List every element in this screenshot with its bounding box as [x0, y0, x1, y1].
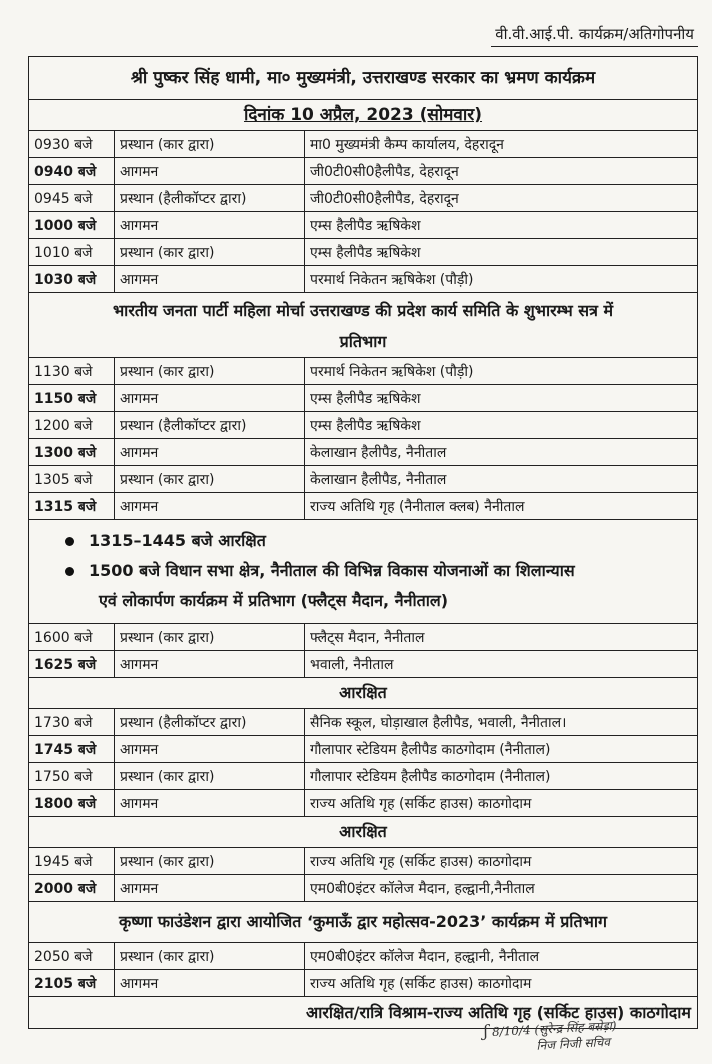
row-time: 1010 बजे	[29, 239, 115, 265]
row-action: आगमन	[115, 158, 305, 184]
row-time: 1945 बजे	[29, 848, 115, 874]
row-time: 1200 बजे	[29, 412, 115, 438]
schedule-row	[29, 439, 697, 466]
row-place: एम्स हैलीपैड ऋषिकेश	[310, 390, 421, 407]
row-action: आगमन	[115, 875, 305, 901]
schedule-row	[29, 736, 697, 763]
row-time: 1745 बजे	[29, 736, 115, 762]
schedule-block-3	[29, 624, 697, 678]
row-place: जी0टी0सी0हैलीपैड, देहरादून	[310, 190, 459, 207]
schedule-row	[29, 763, 697, 790]
row-place: राज्य अतिथि गृह (सर्किट हाउस) काठगोदाम	[310, 853, 532, 870]
reserved-heading-1: आरक्षित	[29, 678, 697, 709]
row-action: आगमन	[115, 266, 305, 292]
row-place: राज्य अतिथि गृह (सर्किट हाउस) काठगोदाम	[310, 795, 532, 812]
row-time: 0930 बजे	[29, 131, 115, 157]
row-action: प्रस्थान (हैलीकॉप्टर द्वारा)	[115, 185, 305, 211]
row-place: एम्स हैलीपैड ऋषिकेश	[310, 217, 421, 234]
row-time: 1750 बजे	[29, 763, 115, 789]
row-action: प्रस्थान (कार द्वारा)	[115, 943, 305, 969]
row-action: प्रस्थान (कार द्वारा)	[115, 624, 305, 650]
row-place: परमार्थ निकेतन ऋषिकेश (पौड़ी)	[310, 271, 474, 288]
row-place: एम0बी0इंटर कॉलेज मैदान, हल्द्वानी,नैनीताल	[310, 880, 535, 897]
schedule-row	[29, 651, 697, 678]
row-place: मा0 मुख्यमंत्री कैम्प कार्यालय, देहरादून	[310, 136, 504, 153]
schedule-row	[29, 709, 697, 736]
schedule-row	[29, 212, 697, 239]
schedule-row	[29, 970, 697, 997]
schedule-row	[29, 385, 697, 412]
schedule-block-6	[29, 943, 697, 997]
schedule-row	[29, 185, 697, 212]
row-time: 1800 बजे	[29, 790, 115, 816]
row-action: आगमन	[115, 970, 305, 996]
classification-label: वी.वी.आई.पी. कार्यक्रम/अतिगोपनीय	[491, 22, 698, 47]
document-date: दिनांक 10 अप्रैल, 2023 (सोमवार)	[29, 100, 697, 131]
schedule-block-5	[29, 848, 697, 902]
initials-mark: ʃ	[483, 1021, 489, 1041]
row-action: आगमन	[115, 651, 305, 677]
signature-name: 8/10/4 (सुरेन्द्र सिंह बसेड़ा)	[491, 1018, 617, 1040]
signature-line2: निज निजी सचिव	[536, 1034, 611, 1053]
row-action: आगमन	[115, 212, 305, 238]
row-time: 1150 बजे	[29, 385, 115, 411]
row-place: राज्य अतिथि गृह (सर्किट हाउस) काठगोदाम	[310, 975, 532, 992]
schedule-row	[29, 412, 697, 439]
row-time: 1130 बजे	[29, 358, 115, 384]
section-heading-line2: प्रतिभाग	[339, 332, 387, 351]
row-place: एम0बी0इंटर कॉलेज मैदान, हल्द्वानी, नैनीताल	[310, 948, 540, 965]
schedule-block-2	[29, 358, 697, 520]
row-action: प्रस्थान (कार द्वारा)	[115, 848, 305, 874]
schedule-block-1	[29, 131, 697, 293]
row-action: प्रस्थान (कार द्वारा)	[115, 358, 305, 384]
bullet-list	[29, 520, 697, 624]
row-action: प्रस्थान (कार द्वारा)	[115, 466, 305, 492]
schedule-row	[29, 466, 697, 493]
row-place: फ्लैट्स मैदान, नैनीताल	[310, 629, 425, 646]
schedule-row	[29, 239, 697, 266]
row-action: आगमन	[115, 493, 305, 519]
row-place: जी0टी0सी0हैलीपैड, देहरादून	[310, 163, 459, 180]
bullet-item-program-cont: एवं लोकार्पण कार्यक्रम में प्रतिभाग (फ्लैट्स मैदान, नैनीताल)	[99, 591, 449, 610]
row-action: आगमन	[115, 385, 305, 411]
schedule-table	[28, 56, 698, 1029]
reserved-heading-2: आरक्षित	[29, 817, 697, 848]
schedule-row	[29, 790, 697, 817]
document-title: श्री पुष्कर सिंह धामी, मा० मुख्यमंत्री, उत्तराखण्ड सरकार का भ्रमण कार्यक्रम	[29, 57, 697, 100]
row-time: 2000 बजे	[29, 875, 115, 901]
row-place: केलाखान हैलीपैड, नैनीताल	[310, 444, 447, 461]
row-place: एम्स हैलीपैड ऋषिकेश	[310, 417, 421, 434]
row-action: प्रस्थान (कार द्वारा)	[115, 763, 305, 789]
row-time: 1600 बजे	[29, 624, 115, 650]
schedule-row	[29, 266, 697, 293]
signature	[483, 1017, 618, 1057]
row-time: 0940 बजे	[29, 158, 115, 184]
section-heading-festival: कृष्णा फाउंडेशन द्वारा आयोजित ‘कुमाऊँ द्वार महोत्सव-2023’ कार्यक्रम में प्रतिभाग	[29, 902, 697, 943]
bullet-item-program: 1500 बजे विधान सभा क्षेत्र, नैनीताल की विभिन्न विकास योजनाओं का शिलान्यास	[89, 556, 697, 586]
row-place: भवाली, नैनीताल	[310, 656, 394, 673]
row-time: 1305 बजे	[29, 466, 115, 492]
row-place: एम्स हैलीपैड ऋषिकेश	[310, 244, 421, 261]
row-action: प्रस्थान (हैलीकॉप्टर द्वारा)	[115, 709, 305, 735]
row-place: परमार्थ निकेतन ऋषिकेश (पौड़ी)	[310, 363, 474, 380]
row-place: गौलापार स्टेडियम हैलीपैड काठगोदाम (नैनीताल)	[310, 741, 551, 758]
row-action: प्रस्थान (कार द्वारा)	[115, 239, 305, 265]
row-time: 2050 बजे	[29, 943, 115, 969]
schedule-row	[29, 624, 697, 651]
row-action: प्रस्थान (हैलीकॉप्टर द्वारा)	[115, 412, 305, 438]
row-place: सैनिक स्कूल, घोड़ाखाल हैलीपैड, भवाली, नैनीताल।	[310, 714, 567, 731]
row-time: 2105 बजे	[29, 970, 115, 996]
section-heading-bjp	[29, 293, 697, 358]
row-time: 0945 बजे	[29, 185, 115, 211]
schedule-row	[29, 943, 697, 970]
schedule-row	[29, 358, 697, 385]
row-action: प्रस्थान (कार द्वारा)	[115, 131, 305, 157]
schedule-row	[29, 493, 697, 520]
schedule-row	[29, 131, 697, 158]
row-action: आगमन	[115, 439, 305, 465]
row-time: 1730 बजे	[29, 709, 115, 735]
schedule-row	[29, 848, 697, 875]
schedule-row	[29, 875, 697, 902]
schedule-row	[29, 158, 697, 185]
row-time: 1000 बजे	[29, 212, 115, 238]
row-time: 1315 बजे	[29, 493, 115, 519]
row-action: आगमन	[115, 736, 305, 762]
row-time: 1625 बजे	[29, 651, 115, 677]
row-place: केलाखान हैलीपैड, नैनीताल	[310, 471, 447, 488]
footer-note: आरक्षित/रात्रि विश्राम-राज्य अतिथि गृह (सर्किट हाउस) काठगोदाम	[29, 997, 697, 1029]
bullet-item-reserved: 1315–1445 बजे आरक्षित	[89, 526, 697, 556]
schedule-block-4	[29, 709, 697, 817]
row-time: 1300 बजे	[29, 439, 115, 465]
row-time: 1030 बजे	[29, 266, 115, 292]
row-place: गौलापार स्टेडियम हैलीपैड काठगोदाम (नैनीताल)	[310, 768, 551, 785]
row-place: राज्य अतिथि गृह (नैनीताल क्लब) नैनीताल	[310, 498, 525, 515]
section-heading-line1: भारतीय जनता पार्टी महिला मोर्चा उत्तराखण्ड की प्रदेश कार्य समिति के शुभारम्भ सत्र में	[112, 301, 614, 320]
row-action: आगमन	[115, 790, 305, 816]
